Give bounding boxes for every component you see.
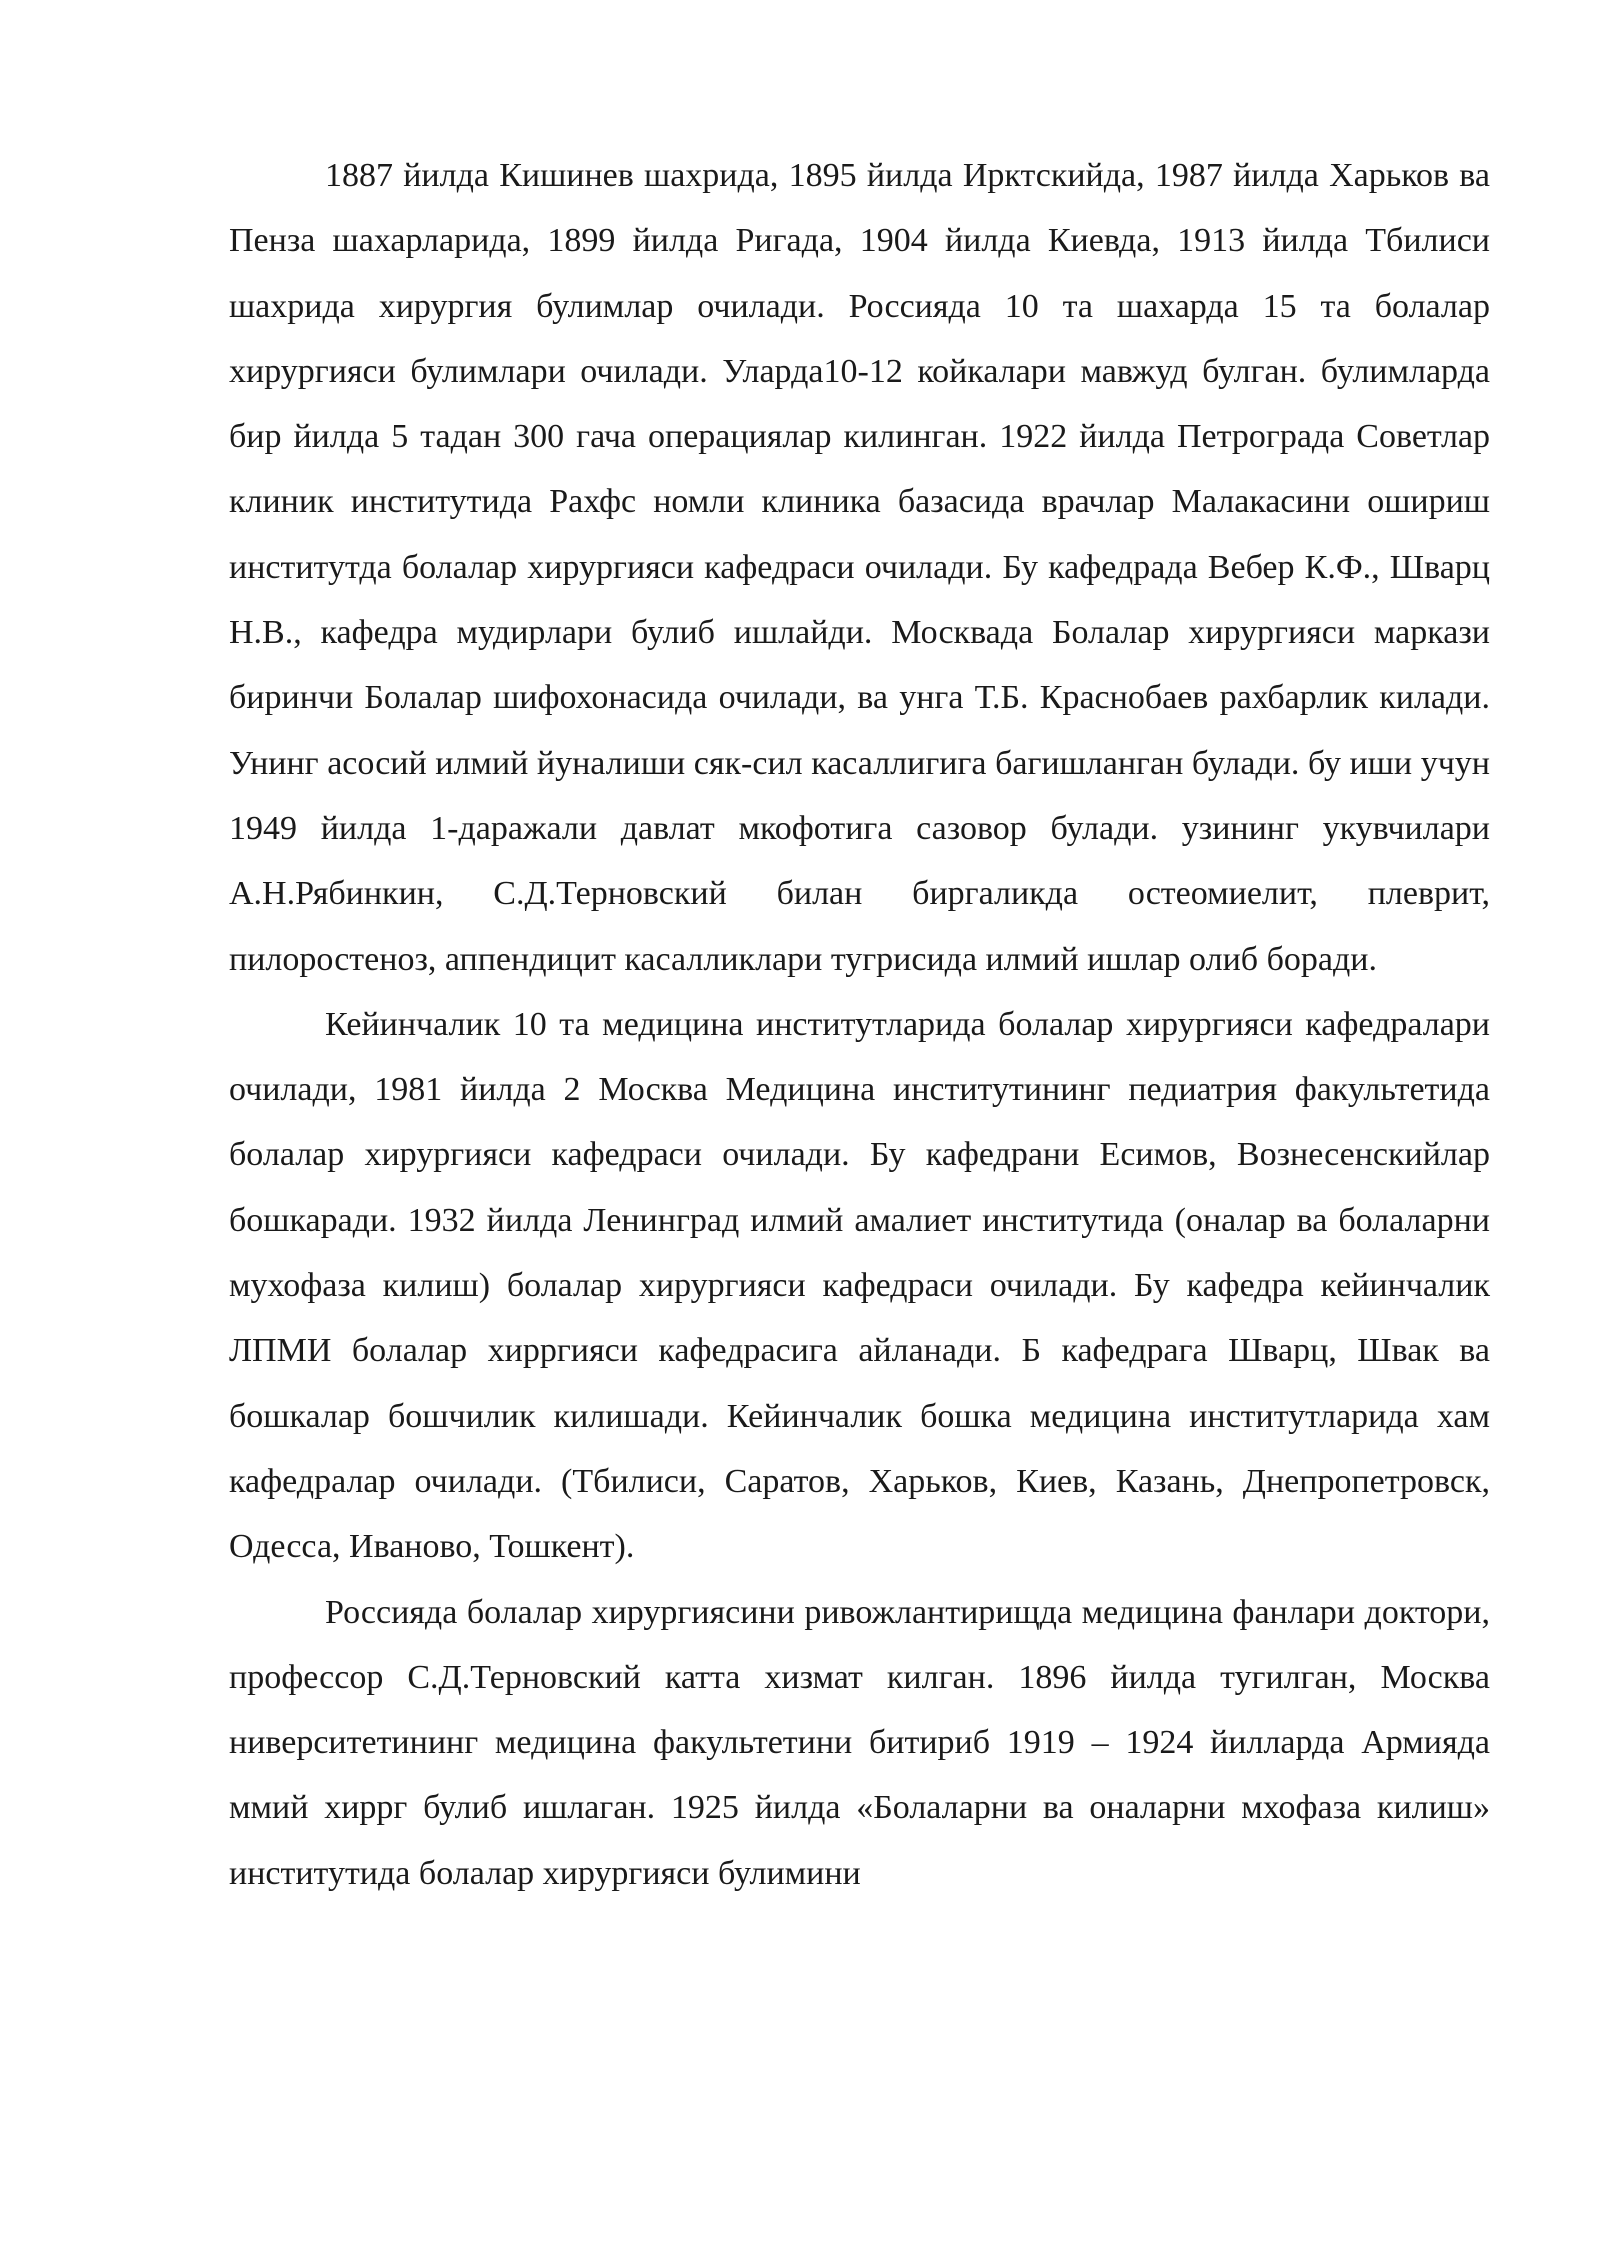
paragraph-history-of-surgery-departments: 1887 йилда Кишинев шахрида, 1895 йилда Ирктскийда, 1987 йилда Харьков ва Пенза шахарларида, 1899 йилда Ригада, 1904 йилда Киевда, 1913 йилда Тбилиси шахрида хирургия булимлар очилади. Россияда 10 та шахарда 15 та болалар хирургияси булимлари очилади. Уларда10-12 койкалари мавжуд булган. булимларда бир йилда 5 тадан 300 гача операциялар килинган. 1922 йилда Петрограда Советлар клиник институтида Рахфс номли клиника базасида врачлар Малакасини ошириш институтда болалар хирургияси кафедраси очилади. Бу кафедрада Вебер К.Ф., Шварц Н.В., кафедра мудирлари булиб ишлайди. Москвада Болалар хирургияси маркази биринчи Болалар шифохонасида очилади, ва унга Т.Б. Краснобаев рахбарлик килади. Унинг асосий илмий йуналиши сяк-сил касаллигига багишланган булади. бу иши учун 1949 йилда 1-даражали давлат мкофотига сазовор булади. узининг укувчилари А.Н.Рябинкин, С.Д.Терновский билан биргаликда остеомиелит, плеврит, пилоростеноз, аппендицит касалликлари тугрисида илмий ишлар олиб боради. bbox=[229, 157, 1490, 978]
document-body bbox=[229, 143, 1490, 1906]
paragraph-medical-institute-departments: Кейинчалик 10 та медицина институтларида болалар хирургияси кафедралари очилади, 1981 йилда 2 Москва Медицина институтининг педиатрия факультетида болалар хирургияси кафедраси очилади. Бу кафедрани Есимов, Вознесенскийлар бошкаради. 1932 йилда Ленинград илмий амалиет институтида (оналар ва болаларни мухофаза килиш) болалар хирургияси кафедраси очилади. Бу кафедра кейинчалик ЛПМИ болалар хирргияси кафедрасига айланади. Б кафедрага Шварц, Швак ва бошкалар бошчилик килишади. Кейинчалик бошка медицина институтларида хам кафедралар очилади. (Тбилиси, Саратов, Харьков, Киев, Казань, Днепропетровск, Одесса, Иваново, Тошкент). bbox=[229, 1005, 1490, 1566]
paragraph-ternovsky-biography: Россияда болалар хирургиясини ривожлантирищда медицина фанлари доктори, профессор С.Д.Терновский катта хизмат килган. 1896 йилда тугилган, Москва ниверситетининг медицина факультетини битириб 1919 – 1924 йилларда Армияда ммий хиррг булиб ишлаган. 1925 йилда «Болаларни ва оналарни мхофаза килиш» институтида болалар хирургияси булимини bbox=[229, 1593, 1490, 1892]
